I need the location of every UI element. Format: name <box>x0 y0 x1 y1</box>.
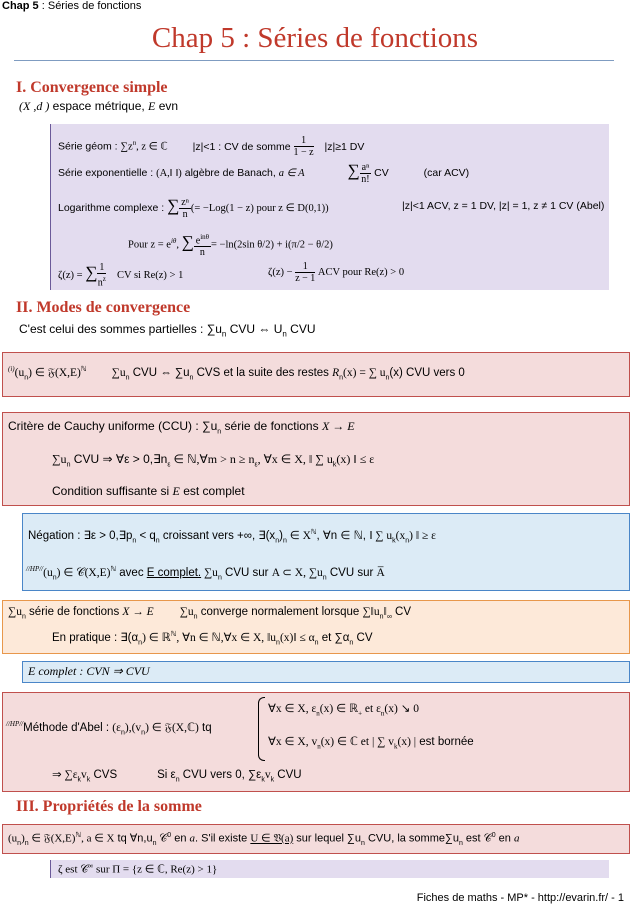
zeta-continuity: ζ est 𝒞∞ sur Π = {z ∈ ℂ, Re(z) > 1} <box>58 862 218 876</box>
title-rule <box>14 60 614 61</box>
abel-condition-2: ∀x ∈ X, $v_n(x)$ ∈ ℂ et | ∑ $v_k(x)$ | est bornée <box>268 736 474 751</box>
complex-logarithm-cases: |z|<1 ACV, z = 1 DV, |z| = 1, z ≠ 1 CV (Abel) <box>402 200 605 212</box>
ccu-formula: $\sum u_n$ CVU ⇒ ∀ε > $0,\exists n_\varepsilon$ ∈ ℕ,∀m > $n \ge n_\varepsilon$, ∀x ∈ X, ‖ ∑ $u_k(x)$ ‖ ≤ ε <box>52 452 375 469</box>
zeta-function: ζ(z) = ∑ $\frac{1}{n^z}$ CV si Re(z) > 1 <box>58 262 184 289</box>
continuity-statement: $(u_n)_n$ ∈ $𝔉(X,E)^ℕ$, a ∈ X tq $\forall n,u_n$ 𝒞$^0$ en a. S'il existe U ∈ 𝔙(a) sur lequel $\sum u_n$ CVU, la $somme\sum u_n$ est 𝒞$^0$ en a <box>8 832 520 847</box>
closure-statement: $^{//HP//}(u_n)$ ∈ $𝒞(X,E)^ℕ$ avec E complet. $\sum u_n$ CVU sur A ⊂ X, $\sum u_n$ CVU sur A̅ <box>26 565 385 582</box>
zeta-analytic: ζ(z) − $\frac{1}{z - 1}$ ACV pour Re(z) > 0 <box>268 261 405 285</box>
page-footer: Fiches de maths - MP* - http://evarin.fr/ - 1 <box>416 892 624 904</box>
exponential-series: Série exponentielle : (A,‖ ‖) algèbre de Banach, a ∈ A ∑ $\frac{\text{aⁿ}}{n!}$ CV (car ACV) <box>58 161 470 185</box>
ccu-negation: Négation : ∃ε > $0,\exists p_n < q_n$ croissant vers +∞, $\exists(x_n)_n$ ∈ $X^ℕ$, ∀n ∈ ℕ, ‖ ∑ $u_k(x_n)$ ‖ ≥ ε <box>28 529 436 545</box>
section-2-intro: C'est celui des sommes partielles : $\sum u_n$ CVU ⇔ $U_n$ CVU <box>19 322 316 339</box>
running-header: Chap 5 : Séries de fonctions <box>2 0 142 12</box>
ccu-condition: Condition suffisante si E est complet <box>52 484 245 498</box>
section-1-heading: I. Convergence simple <box>16 79 168 96</box>
brace <box>258 697 265 761</box>
normal-convergence-practice: En pratique : $\exists(\alpha_n)$ ∈ ℝ$^ℕ$, ∀n ∈ ℕ,∀x ∈ X, $‖u_n(x)‖ \le \alpha_n$ et $\sum\alpha_n$ CV <box>52 631 373 647</box>
abel-condition-1: ∀x ∈ X, $\varepsilon_n(x)$ ∈ ℝ$_+$ et $\varepsilon_n(x)$ ↘ 0 <box>268 703 419 718</box>
abel-method-title: $^{//HP//}$Méthode d'Abel : $(\varepsilon_n),(v_n)$ ∈ 𝔉(X,ℂ) tq <box>6 720 212 737</box>
normal-convergence-def: $\sum u_n$ série de fonctions X → E $\sum u_n$ converge normalement lorsque $\sum‖u_n‖_\infty$ CV <box>8 606 411 621</box>
cvu-remainder-statement: $^{(i)}(u_n)$ ∈ $𝔉(X,E)^ℕ$ $\sum u_n$ CVU ⇔ $\sum u_n$ CVS et la suite des restes $R_n(x)$ = ∑ $u_n(x)$ CVU vers 0 <box>8 365 465 382</box>
cvn-implies-cvu: E complet : CVN ⇒ CVU <box>28 664 150 678</box>
complex-logarithm: Logarithme complexe : ∑ $\frac{\text{zⁿ}}{n}$ (= −Log(1 − z) pour z ∈ D(0,1)) <box>58 196 329 220</box>
section-2-heading: II. Modes de convergence <box>16 299 191 316</box>
log-polar-form: Pour $z = e^{i\theta}$, ∑ $\frac{e^{in\theta}}{n}$ = −ln(2sin θ/2) + i(π/2 − θ/2) <box>128 232 333 259</box>
geometric-series: Série géom : $\sum z^n$, z ∈ ℂ |z|<1 : CV de somme $\frac{1}{1 - z}$ |z|≥1 DV <box>58 135 365 159</box>
section-3-heading: III. Propriétés de la somme <box>16 798 202 815</box>
ccu-title: Critère de Cauchy uniforme (CCU) : $\sum u_n$ série de fonctions X → E <box>8 419 355 436</box>
page-title: Chap 5 : Séries de fonctions <box>151 22 479 54</box>
abel-conclusion: ⇒ $\sum\varepsilon_kv_k$ CVS Si $\varepsilon_n$ CVU vers 0, $\sum\varepsilon_kv_k$ CVU <box>52 769 302 784</box>
section-1-intro: (X ,d ) espace métrique, E evn <box>19 99 179 113</box>
